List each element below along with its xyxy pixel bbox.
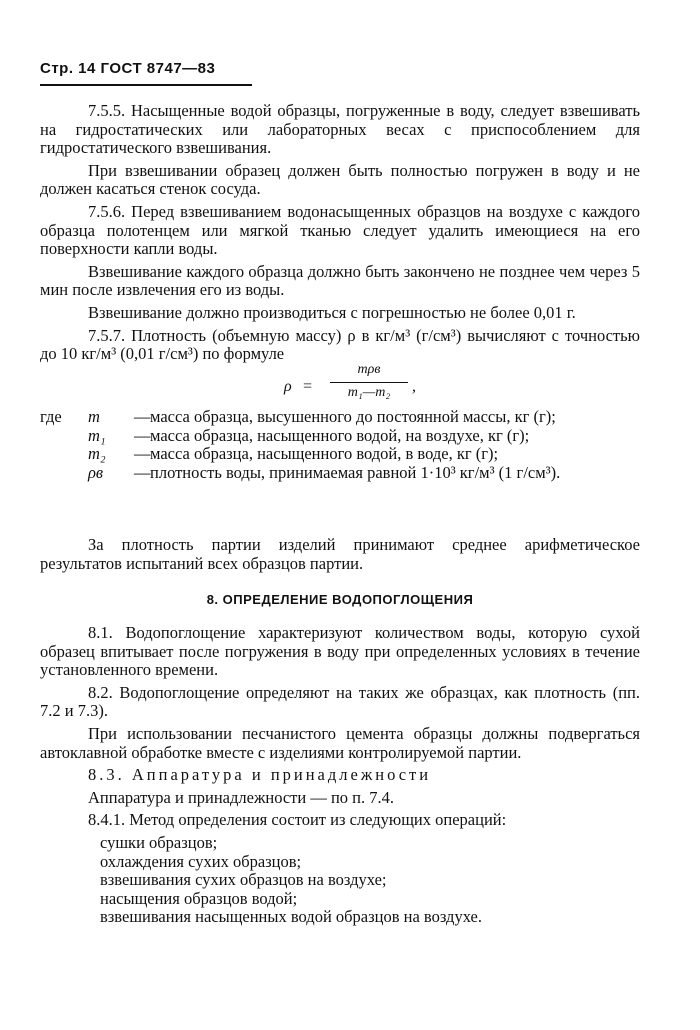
apparatus-text: Аппаратура и принадлежности — по п. 7.4. — [88, 787, 394, 807]
definition-symbol: ρв — [88, 462, 104, 482]
paragraph-7-5-7: 7.5.7. Плотность (объемную массу) ρ в кг/м³ (г/см³) вычисляют с точностью до 10 кг/м³ (0,01 г/см³) по формуле — [40, 325, 640, 364]
section-heading: 8. ОПРЕДЕЛЕНИЕ ВОДОПОГЛОЩЕНИЯ — [206, 592, 474, 607]
definition-dash: — — [134, 444, 151, 464]
page-header: Стр. 14 ГОСТ 8747—83 — [40, 60, 216, 77]
paragraph-sandy-cement: При использовании песчанистого цемента образцы должны подвергаться автоклавной обработке вместе с изделиями контролируемой партии. — [40, 723, 640, 762]
fraction-bar — [330, 382, 408, 383]
definition-dash: — — [134, 462, 151, 482]
operation-item: взвешивания сухих образцов на воздухе; — [100, 870, 387, 890]
definition-text: масса образца, насыщенного водой, на воздухе, кг (г); — [150, 425, 530, 445]
definition-symbol: m — [88, 407, 100, 426]
formula-numerator: mρв — [357, 362, 381, 377]
paragraph-weighing-time: Взвешивание каждого образца должно быть закончено не позднее чем через 5 мин после извлечения его из воды. — [40, 261, 640, 300]
paragraph-precision: Взвешивание должно производиться с погрешностью не более 0,01 г. — [88, 302, 576, 322]
definition-row — [40, 427, 640, 446]
paragraph-immersion: При взвешивании образец должен быть полностью погружен в воду и не должен касаться стенок сосуда. — [40, 160, 640, 199]
section-8-text — [40, 624, 640, 927]
definition-symbol: m₁ — [88, 425, 106, 445]
where-label: где — [40, 407, 62, 426]
paragraph-7-5-6: 7.5.6. Перед взвешиванием водонасыщенных образцов на воздухе с каждого образца полотенцем или мягкой тканью следует удалить имеющиеся на его поверхности капли воды. — [40, 201, 640, 259]
definition-dash: — — [134, 407, 151, 426]
operation-item: насыщения образцов водой; — [100, 888, 298, 908]
intro-text — [40, 102, 640, 368]
operation-item: охлаждения сухих образцов; — [100, 851, 302, 871]
definition-symbol: m₂ — [88, 444, 106, 464]
paragraph-8-4-1: 8.4.1. Метод определения состоит из следующих операций: — [88, 810, 507, 830]
definition-row — [40, 408, 640, 427]
variable-definitions — [40, 408, 640, 482]
header-rule — [40, 84, 252, 86]
definition-text: масса образца, насыщенного водой, в воде, кг (г); — [150, 444, 499, 464]
operation-item: сушки образцов; — [100, 832, 218, 852]
summary-text — [40, 536, 640, 577]
formula-lhs: ρ — [284, 378, 292, 395]
formula-comma: , — [412, 378, 416, 395]
definition-text: плотность воды, принимаемая равной 1·10³ кг/м³ (1 г/см³). — [150, 462, 561, 482]
paragraph-8-1: 8.1. Водопоглощение характеризуют количеством воды, которую сухой образец впитывает после погружения в воду при определенных условиях в течение установленного времени. — [40, 623, 640, 680]
definition-row — [40, 464, 640, 483]
formula-denominator: m₁—m₂ — [347, 385, 391, 400]
paragraph-7-5-5: 7.5.5. Насыщенные водой образцы, погруженные в воду, следует взвешивать на гидростатических или лабораторных весах с приспособлением для гидростатического взвешивания. — [40, 101, 640, 158]
formula-equals: = — [302, 378, 313, 395]
definition-dash: — — [134, 425, 151, 445]
paragraph-batch-density: За плотность партии изделий принимают среднее арифметическое результатов испытаний всех образцов партии. — [40, 535, 640, 573]
operation-item: взвешивания насыщенных водой образцов на воздухе. — [100, 907, 482, 927]
apparatus-heading: 8.3. Аппаратура и принадлежности — [88, 765, 432, 785]
paragraph-8-2: 8.2. Водопоглощение определяют на таких же образцах, как плотность (пп. 7.2 и 7.3). — [40, 682, 640, 721]
definition-row — [40, 445, 640, 464]
definition-text: масса образца, высушенного до постоянной массы, кг (г); — [150, 407, 556, 426]
